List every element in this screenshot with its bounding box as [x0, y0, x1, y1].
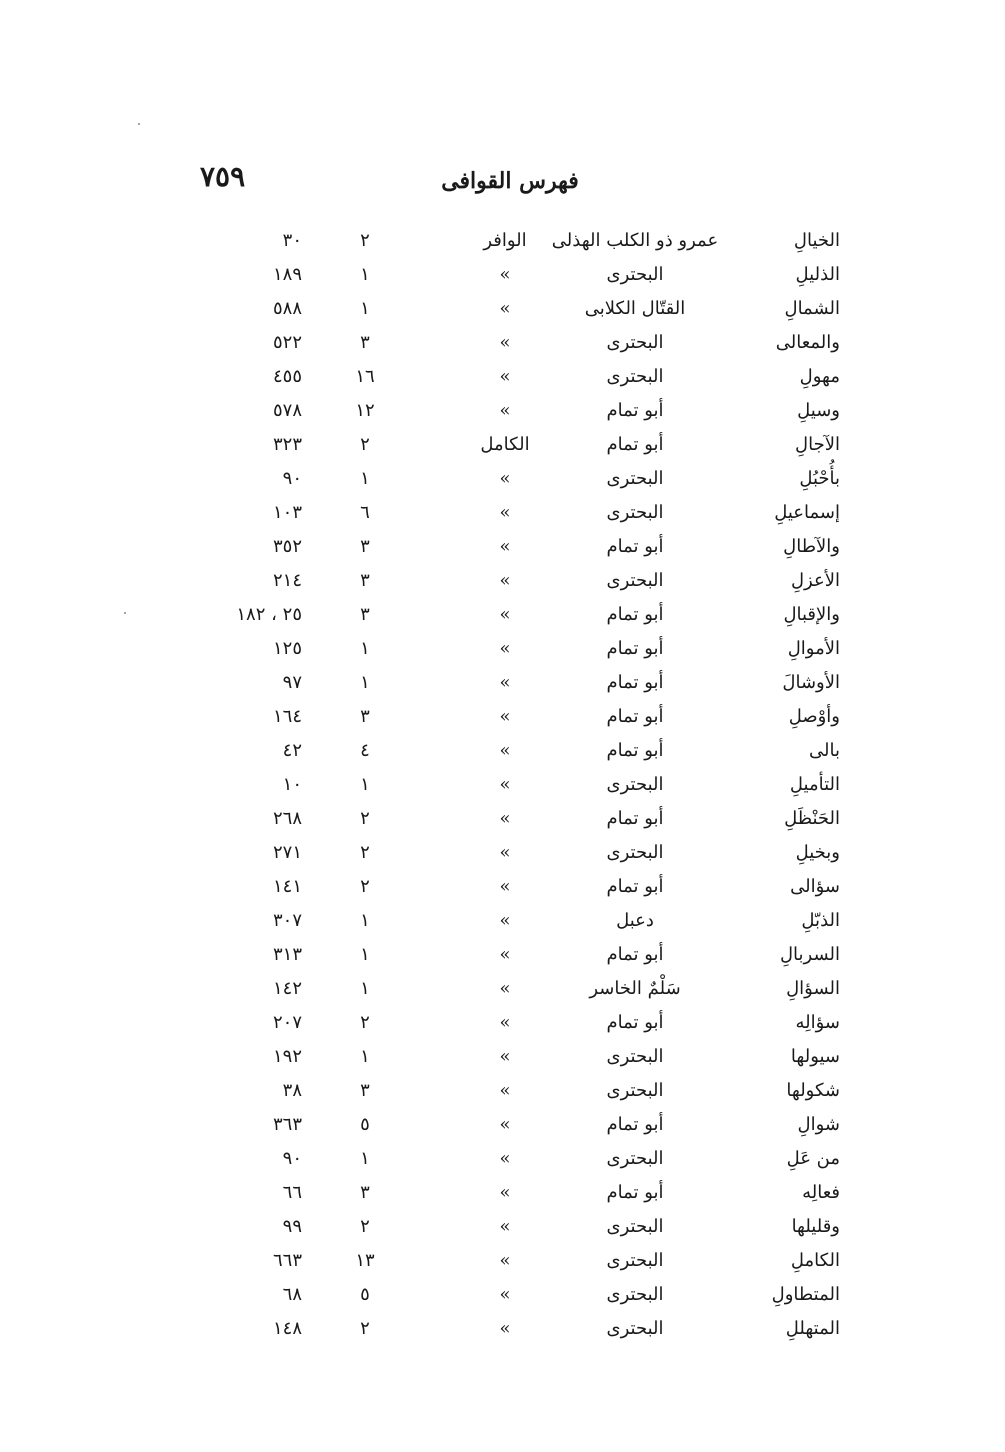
page-reference: ٣٠	[282, 230, 302, 251]
rhyme-word: المتطاولِ	[771, 1284, 840, 1305]
rhyme-word: السربالِ	[779, 944, 840, 965]
table-row	[0, 836, 1005, 870]
poet-name: سَلْمٌ الخاسر	[589, 978, 681, 999]
rhyme-word: بأُحْبُلِ	[799, 468, 840, 489]
rhyme-word: السؤالِ	[786, 978, 840, 999]
rhyme-word: شكولها	[786, 1080, 840, 1101]
verse-count: ٣	[360, 536, 370, 557]
meter-name: »	[499, 604, 511, 625]
verse-count: ١	[360, 298, 370, 319]
page-reference: ١٠	[282, 774, 302, 795]
table-row	[0, 360, 1005, 394]
table-row	[0, 938, 1005, 972]
rhyme-word: والإقبالِ	[783, 604, 840, 625]
meter-name: »	[499, 468, 511, 489]
rhyme-word: إسماعيلِ	[774, 502, 840, 523]
poet-name: أبو تمام	[606, 1182, 664, 1203]
table-row	[0, 1244, 1005, 1278]
verse-count: ٢	[360, 808, 370, 829]
table-row	[0, 1074, 1005, 1108]
meter-name: »	[499, 1012, 511, 1033]
meter-name: »	[499, 1250, 511, 1271]
verse-count: ٥	[360, 1114, 370, 1135]
table-row	[0, 496, 1005, 530]
meter-name: »	[499, 1148, 511, 1169]
meter-name: »	[499, 536, 511, 557]
meter-name: »	[499, 298, 511, 319]
poet-name: أبو تمام	[606, 604, 664, 625]
rhyme-word: الخيالِ	[793, 230, 840, 251]
poet-name: أبو تمام	[606, 808, 664, 829]
meter-name: »	[499, 1046, 511, 1067]
rhyme-word: الأوشالَ	[782, 672, 840, 693]
verse-count: ٢	[360, 434, 370, 455]
poet-name: أبو تمام	[606, 706, 664, 727]
verse-count: ٢	[360, 1216, 370, 1237]
table-row	[0, 734, 1005, 768]
page-reference: ٩٩	[282, 1216, 302, 1237]
rhyme-index-table	[0, 224, 1005, 1346]
meter-name: »	[499, 910, 511, 931]
rhyme-word: سؤالِه	[795, 1012, 840, 1033]
page-reference: ٤٥٥	[272, 366, 302, 387]
rhyme-word: والمعالى	[775, 332, 840, 353]
rhyme-word: الأعزلِ	[790, 570, 840, 591]
rhyme-word: الشمالِ	[784, 298, 840, 319]
poet-name: دعبل	[616, 910, 654, 931]
poet-name: أبو تمام	[606, 672, 664, 693]
poet-name: أبو تمام	[606, 400, 664, 421]
meter-name: »	[499, 366, 511, 387]
verse-count: ١	[360, 774, 370, 795]
meter-name: »	[499, 774, 511, 795]
rhyme-word: الآجالِ	[795, 434, 840, 455]
verse-count: ٢	[360, 230, 370, 251]
verse-count: ٣	[360, 1182, 370, 1203]
poet-name: البحترى	[606, 1046, 664, 1067]
meter-name: الوافر	[483, 230, 527, 251]
page-reference: ٦٦	[282, 1182, 302, 1203]
rhyme-word: الذليلِ	[795, 264, 840, 285]
poet-name: القتّال الكلابى	[584, 298, 686, 319]
table-row	[0, 394, 1005, 428]
meter-name: »	[499, 808, 511, 829]
meter-name: »	[499, 706, 511, 727]
meter-name: »	[499, 1114, 511, 1135]
meter-name: »	[499, 332, 511, 353]
meter-name: »	[499, 1284, 511, 1305]
page-reference: ٣٠٧	[272, 910, 302, 931]
poet-name: البحترى	[606, 1216, 664, 1237]
verse-count: ١	[360, 468, 370, 489]
rhyme-word: سؤالى	[790, 876, 840, 897]
table-row	[0, 904, 1005, 938]
poet-name: البحترى	[606, 332, 664, 353]
page-reference: ٥٢٢	[272, 332, 302, 353]
meter-name: »	[499, 1318, 511, 1339]
poet-name: البحترى	[606, 1080, 664, 1101]
page-reference: ٣١٣	[272, 944, 302, 965]
table-row	[0, 666, 1005, 700]
table-row	[0, 768, 1005, 802]
rhyme-word: وسيلِ	[797, 400, 840, 421]
table-row	[0, 564, 1005, 598]
verse-count: ١	[360, 1046, 370, 1067]
page-reference: ١٤١	[272, 876, 302, 897]
page-reference: ٥٨٨	[272, 298, 302, 319]
table-row	[0, 700, 1005, 734]
verse-count: ١	[360, 978, 370, 999]
verse-count: ١	[360, 672, 370, 693]
page-reference: ٢٥ ، ١٨٢	[236, 604, 302, 625]
verse-count: ٣	[360, 570, 370, 591]
verse-count: ٣	[360, 1080, 370, 1101]
poet-name: البحترى	[606, 842, 664, 863]
meter-name: »	[499, 1182, 511, 1203]
poet-name: البحترى	[606, 502, 664, 523]
verse-count: ٣	[360, 706, 370, 727]
poet-name: أبو تمام	[606, 1114, 664, 1135]
table-row	[0, 530, 1005, 564]
table-row	[0, 224, 1005, 258]
table-row	[0, 1142, 1005, 1176]
table-row	[0, 1040, 1005, 1074]
page-number: ٧٥٩	[200, 160, 246, 193]
table-row	[0, 1210, 1005, 1244]
page-reference: ٩٧	[282, 672, 302, 693]
table-row	[0, 428, 1005, 462]
table-row	[0, 972, 1005, 1006]
page-reference: ٩٠	[282, 1148, 302, 1169]
meter-name: »	[499, 672, 511, 693]
rhyme-word: الأموالِ	[787, 638, 840, 659]
page-reference: ٥٧٨	[272, 400, 302, 421]
poet-name: أبو تمام	[606, 1012, 664, 1033]
page-reference: ٣٢٣	[272, 434, 302, 455]
meter-name: »	[499, 944, 511, 965]
page-reference: ١٩٢	[272, 1046, 302, 1067]
table-row	[0, 802, 1005, 836]
page-reference: ١٤٢	[272, 978, 302, 999]
page-reference: ٢٠٧	[272, 1012, 302, 1033]
verse-count: ١	[360, 638, 370, 659]
verse-count: ٢	[360, 1318, 370, 1339]
meter-name: الكامل	[480, 434, 530, 455]
meter-name: »	[499, 1080, 511, 1101]
verse-count: ٢	[360, 876, 370, 897]
rhyme-word: فعالِه	[802, 1182, 840, 1203]
verse-count: ١٦	[355, 366, 375, 387]
rhyme-word: مهولِ	[799, 366, 840, 387]
poet-name: البحترى	[606, 1318, 664, 1339]
verse-count: ١	[360, 1148, 370, 1169]
verse-count: ١	[360, 944, 370, 965]
meter-name: »	[499, 502, 511, 523]
rhyme-word: بالى	[809, 740, 840, 761]
verse-count: ٢	[360, 1012, 370, 1033]
poet-name: أبو تمام	[606, 536, 664, 557]
poet-name: البحترى	[606, 1250, 664, 1271]
verse-count: ٤	[360, 740, 370, 761]
verse-count: ٥	[360, 1284, 370, 1305]
poet-name: أبو تمام	[606, 740, 664, 761]
page-reference: ٦٨	[282, 1284, 302, 1305]
page-reference: ٤٢	[282, 740, 302, 761]
poet-name: البحترى	[606, 774, 664, 795]
table-row	[0, 632, 1005, 666]
table-row	[0, 1312, 1005, 1346]
table-row	[0, 1278, 1005, 1312]
meter-name: »	[499, 570, 511, 591]
page-reference: ١٦٤	[272, 706, 302, 727]
page-reference: ٣٨	[282, 1080, 302, 1101]
rhyme-word: الكاملِ	[790, 1250, 840, 1271]
scan-speck	[138, 123, 140, 125]
meter-name: »	[499, 1216, 511, 1237]
meter-name: »	[499, 400, 511, 421]
verse-count: ١٢	[355, 400, 375, 421]
page-reference: ٢١٤	[272, 570, 302, 591]
table-row	[0, 1176, 1005, 1210]
poet-name: عمرو ذو الكلب الهذلى	[551, 230, 719, 251]
rhyme-word: التأميلِ	[789, 774, 840, 795]
poet-name: البحترى	[606, 570, 664, 591]
page-reference: ١٨٩	[272, 264, 302, 285]
poet-name: البحترى	[606, 1284, 664, 1305]
meter-name: »	[499, 978, 511, 999]
page-reference: ١٢٥	[272, 638, 302, 659]
table-row	[0, 292, 1005, 326]
page-reference: ٢٧١	[272, 842, 302, 863]
poet-name: البحترى	[606, 1148, 664, 1169]
meter-name: »	[499, 876, 511, 897]
table-row	[0, 1108, 1005, 1142]
page-reference: ١٠٣	[272, 502, 302, 523]
verse-count: ٣	[360, 604, 370, 625]
poet-name: أبو تمام	[606, 434, 664, 455]
verse-count: ١	[360, 910, 370, 931]
rhyme-word: وأوْصلِ	[788, 706, 840, 727]
poet-name: أبو تمام	[606, 944, 664, 965]
rhyme-word: والآطالِ	[783, 536, 840, 557]
rhyme-word: وقليلها	[791, 1216, 840, 1237]
table-row	[0, 462, 1005, 496]
rhyme-word: الحَنْظَلِ	[784, 808, 840, 829]
table-row	[0, 870, 1005, 904]
verse-count: ٢	[360, 842, 370, 863]
table-row	[0, 1006, 1005, 1040]
page-reference: ٦٦٣	[272, 1250, 302, 1271]
table-row	[0, 258, 1005, 292]
rhyme-word: المتهللِ	[785, 1318, 840, 1339]
poet-name: البحترى	[606, 264, 664, 285]
poet-name: أبو تمام	[606, 638, 664, 659]
rhyme-word: من عَلِ	[786, 1148, 840, 1169]
meter-name: »	[499, 740, 511, 761]
page-reference: ٣٦٣	[272, 1114, 302, 1135]
meter-name: »	[499, 638, 511, 659]
verse-count: ٣	[360, 332, 370, 353]
verse-count: ١٣	[355, 1250, 375, 1271]
rhyme-word: وبخيلِ	[795, 842, 840, 863]
table-row	[0, 598, 1005, 632]
page-reference: ٩٠	[282, 468, 302, 489]
poet-name: البحترى	[606, 468, 664, 489]
page-reference: ٣٥٢	[272, 536, 302, 557]
rhyme-word: شوالِ	[797, 1114, 840, 1135]
page-title: فهرس القوافى	[441, 168, 579, 194]
verse-count: ٦	[360, 502, 370, 523]
poet-name: البحترى	[606, 366, 664, 387]
table-row	[0, 326, 1005, 360]
rhyme-word: سيولها	[790, 1046, 840, 1067]
poet-name: أبو تمام	[606, 876, 664, 897]
meter-name: »	[499, 264, 511, 285]
meter-name: »	[499, 842, 511, 863]
verse-count: ١	[360, 264, 370, 285]
rhyme-word: الذبّلِ	[801, 910, 840, 931]
page-reference: ٢٦٨	[272, 808, 302, 829]
page-reference: ١٤٨	[272, 1318, 302, 1339]
